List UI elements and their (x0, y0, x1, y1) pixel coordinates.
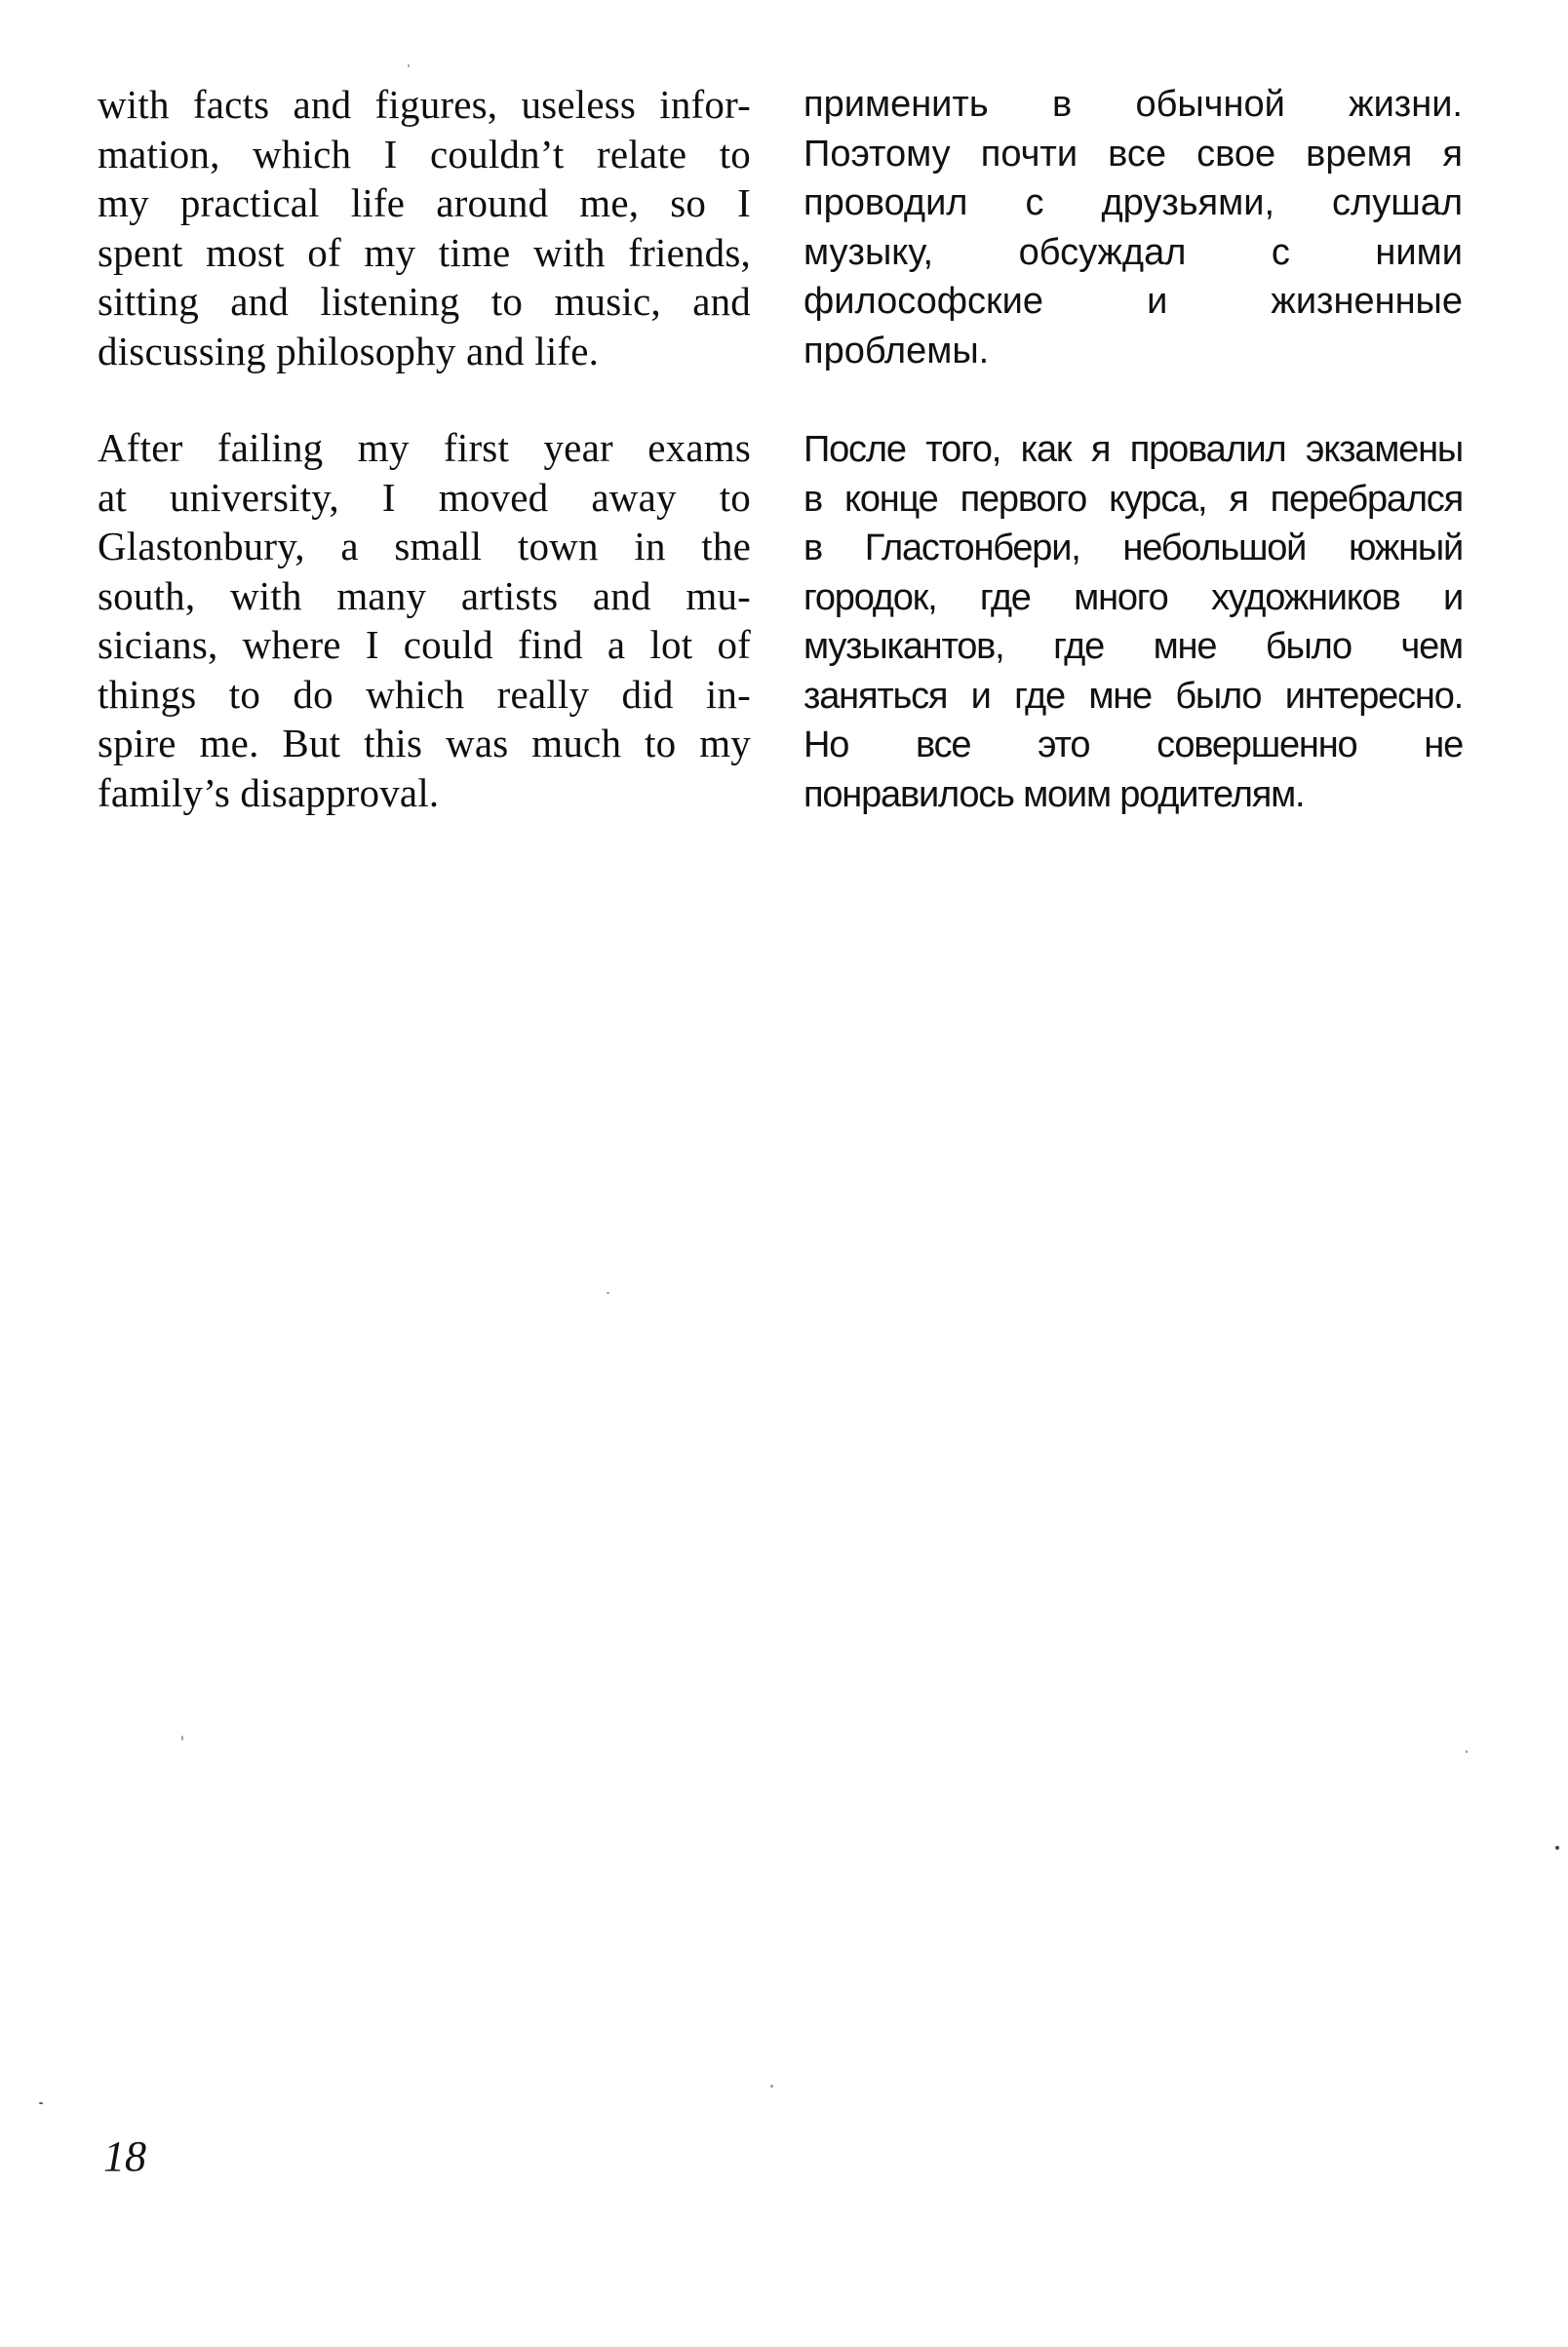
paragraph-gap (804, 375, 1463, 425)
text-line: things to do which really did in- (98, 671, 751, 717)
paragraph-gap (98, 375, 751, 423)
text-line: После того, как я провалил экзамены (804, 429, 1463, 470)
scan-speck (1466, 1750, 1468, 1753)
text-line: в Гластонбери, небольшой южный (804, 528, 1463, 568)
text-line: After failing my first year exams (98, 425, 751, 470)
text-line: проблемы. (804, 330, 990, 372)
russian-column (804, 80, 1463, 819)
text-line: Поэтому почти все свое время я (804, 133, 1463, 175)
english-column (98, 80, 751, 817)
english-paragraph-2 (98, 423, 751, 817)
russian-paragraph-1 (804, 80, 1463, 375)
text-line: sitting and listening to music, and (98, 279, 751, 324)
text-line: south, with many artists and mu- (98, 572, 751, 618)
text-line: spent most of my time with friends, (98, 229, 751, 275)
text-line: Но все это совершенно не (804, 724, 1463, 765)
text-line: проводил с друзьями, слушал (804, 182, 1463, 223)
text-line: городок, где много художников и (804, 576, 1463, 618)
text-line: музыку, обсуждал с ними (804, 231, 1463, 273)
text-line: spire me. But this was much to my (98, 721, 751, 765)
text-line: применить в обычной жизни. (804, 84, 1463, 125)
russian-paragraph-2 (804, 425, 1463, 819)
text-line: mation, which I couldn’t relate to (98, 131, 751, 176)
text-line: sicians, where I could find a lot of (98, 622, 751, 667)
text-line: музыкантов, где мне было чем (804, 626, 1463, 667)
scan-speck (408, 64, 410, 67)
text-line: at university, I moved away to (98, 474, 751, 520)
text-line: Glastonbury, a small town in the (98, 524, 751, 568)
text-line: discussing philosophy and life. (98, 328, 600, 373)
text-line: with facts and figures, useless infor- (98, 82, 751, 127)
text-line: заняться и где мне было интересно. (804, 675, 1463, 717)
text-line: философские и жизненные (804, 281, 1463, 322)
scan-speck (770, 2085, 773, 2088)
page-number: 18 (103, 2132, 146, 2180)
scan-speck (1555, 1846, 1559, 1850)
scan-speck (39, 2102, 43, 2104)
text-line: понравилось моим родителям. (804, 773, 1305, 815)
english-paragraph-1 (98, 80, 751, 375)
scan-speck (181, 1736, 183, 1741)
scan-speck (607, 1292, 609, 1294)
text-line: my practical life around me, so I (98, 180, 751, 225)
text-line: в конце первого курса, я перебрался (804, 478, 1463, 520)
text-line: family’s disapproval. (98, 769, 440, 815)
